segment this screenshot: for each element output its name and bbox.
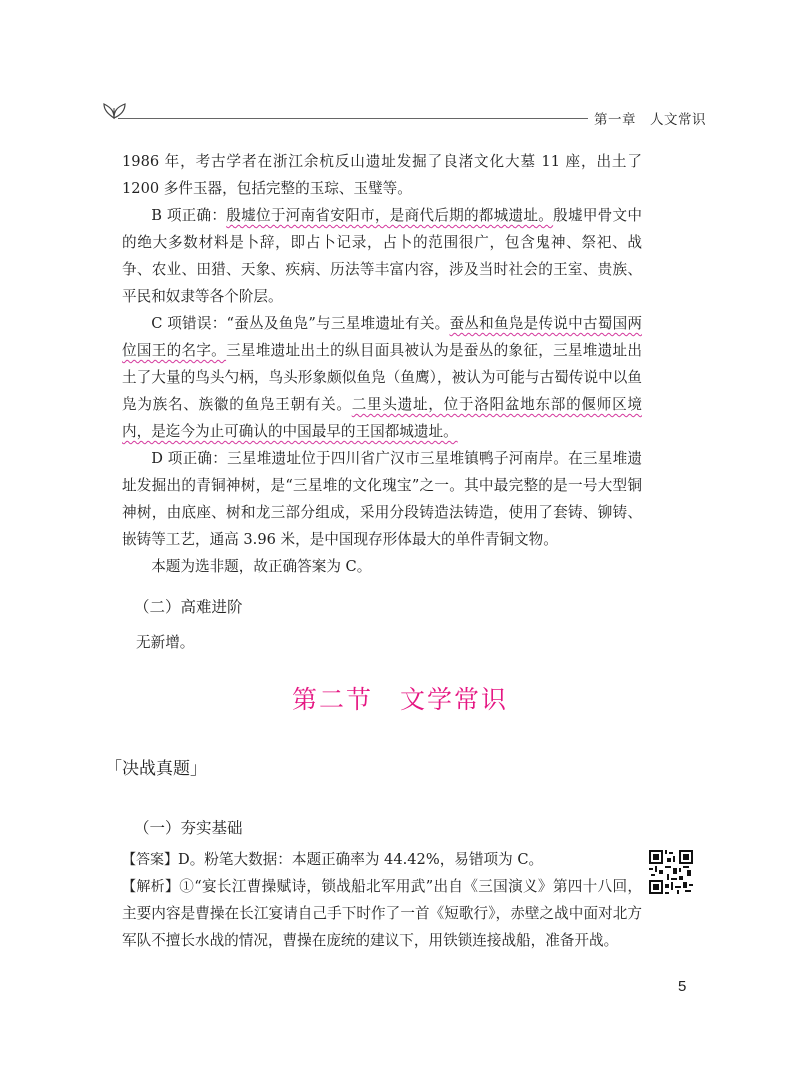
qr-code-icon[interactable] <box>649 850 693 894</box>
section-title: 第二节 文学常识 <box>291 686 508 714</box>
paragraph-option-b: B 项正确：殷墟位于河南省安阳市，是商代后期的都城遗址。殷墟甲骨文中的绝大多数材料是卜辞，即占卜记录，占卜的范围很广，包含鬼神、祭祀、战争、农业、田猎、天象、疾病、历法等丰富内容，涉及当时社会的王室、贵族、平民和奴隶等各个阶层。 <box>122 207 642 305</box>
bracket-close: 」 <box>190 759 207 778</box>
paragraph: 1986 年，考古学者在浙江余杭反山遗址发掘了良渚文化大墓 11 座，出土了 1200 多件玉器，包括完整的玉琮、玉璧等。 <box>122 153 642 197</box>
subheading-advanced: （二）高难进阶 <box>134 599 243 616</box>
key-point-underline: 殷墟位于河南省安阳市，是商代后期的都城遗址。 <box>226 207 554 224</box>
answer-line: 【答案】D。粉笔大数据：本题正确率为 44.42%，易错项为 C。 <box>122 851 544 868</box>
key-point-underline: 二里头遗址，位于洛阳盆地东部的偃师区境内，是迄今为止可确认的中国最早的王国都城遗址。 <box>122 396 642 440</box>
subheading-basic: （一）夯实基础 <box>134 820 243 837</box>
page-number: 5 <box>678 978 687 995</box>
bracket-heading <box>105 754 207 779</box>
paragraph-option-d: D 项正确：三星堆遗址位于四川省广汉市三星堆镇鸭子河南岸。在三星堆遗址发掘出的青铜神树，是“三星堆的文化瑰宝”之一。其中最完整的是一号大型铜神树，由底座、树和龙三部分组成，采用分段铸造法铸造，使用了套铸、铆铸、嵌铸等工艺，通高 3.96 米，是中国现存形体最大的单件青铜文物。 <box>122 450 642 548</box>
main-text <box>122 148 642 656</box>
bracket-open: 「 <box>105 759 122 778</box>
paragraph-conclusion: 本题为选非题，故正确答案为 C。 <box>151 558 372 575</box>
header-rule <box>118 118 588 119</box>
chapter-title: 第一章 人文常识 <box>594 112 706 127</box>
paragraph-option-c: C 项错误：“蚕丛及鱼凫”与三星堆遗址有关。蚕丛和鱼凫是传说中古蜀国两位国王的名字。三星堆遗址出土的纵目面具被认为是蚕丛的象征，三星堆遗址出土了大量的鸟头勺柄，鸟头形象颇似鱼凫（鱼鹰），被认为可能与古蜀传说中以鱼凫为族名、族徽的鱼凫王朝有关。二里头遗址，位于洛阳盆地东部的偃师区境内，是迄今为止可确认的中国最早的王国都城遗址。 <box>122 315 642 440</box>
answer-tag: 【答案】 <box>122 851 178 867</box>
answer-section <box>122 846 642 954</box>
analysis-paragraph: 【解析】①“宴长江曹操赋诗，锁战船北军用武”出自《三国演义》第四十八回，主要内容是曹操在长江宴请自己手下时作了一首《短歌行》，赤壁之战中面对北方军队不擅长水战的情况，曹操在庞统的建议下，用铁锁连接战船，准备开战。 <box>122 878 642 949</box>
bracket-heading-text: 决战真题 <box>122 759 190 778</box>
analysis-tag: 【解析】 <box>122 878 180 894</box>
key-point-underline: 蚕丛和鱼凫是传说中古蜀国两位国王的名字。 <box>122 315 642 359</box>
paragraph-no-new: 无新增。 <box>136 634 195 651</box>
